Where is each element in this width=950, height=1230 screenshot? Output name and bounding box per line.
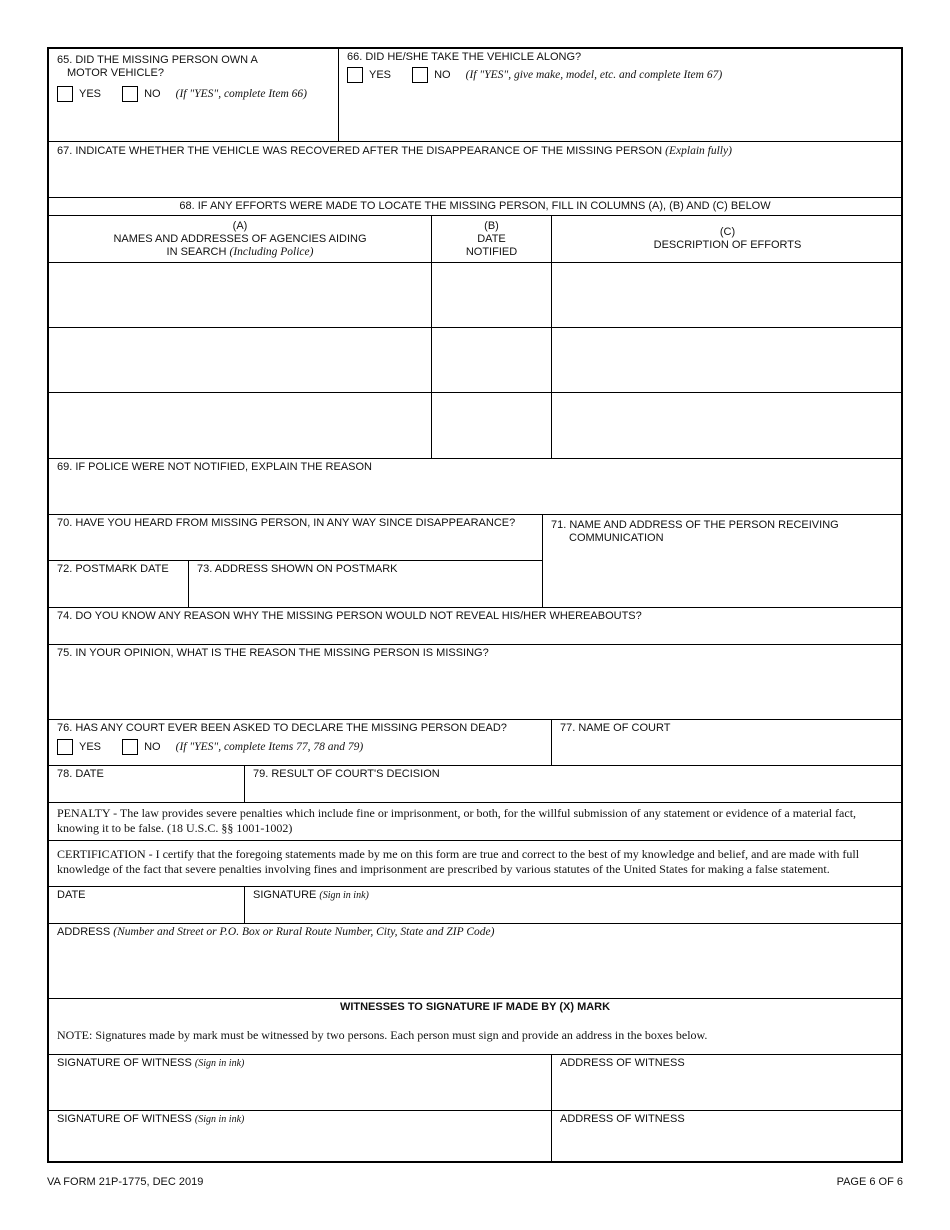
table-row — [49, 263, 901, 328]
q77-label: 77. NAME OF COURT — [560, 722, 671, 734]
item-74[interactable] — [49, 608, 901, 645]
item-73[interactable] — [188, 561, 542, 608]
penalty-notice — [49, 803, 901, 841]
table-row — [49, 328, 901, 393]
address-field[interactable] — [49, 924, 901, 999]
address-label: ADDRESS — [57, 926, 111, 938]
witnesses-title: WITNESSES TO SIGNATURE IF MADE BY (X) MARK — [339, 1001, 611, 1013]
q67-note: (Explain fully) — [665, 145, 732, 157]
date-field[interactable] — [49, 887, 244, 923]
q68-col-c-letter: (C) — [719, 226, 736, 238]
q72-label: 72. POSTMARK DATE — [57, 563, 169, 575]
witnesses-note: NOTE: Signatures made by mark must be witnessed by two persons. Each person must sign and provide an address in the boxes below. — [57, 1028, 708, 1042]
witness-1-addr-label: ADDRESS OF WITNESS — [560, 1057, 685, 1069]
q65-no-label: NO — [144, 88, 161, 100]
item-71[interactable] — [542, 515, 903, 607]
penalty-title: PENALTY - — [57, 806, 118, 820]
q68-col-a-header — [49, 216, 431, 262]
q76-note: (If "YES", complete Items 77, 78 and 79) — [175, 741, 364, 753]
item-69[interactable] — [49, 459, 901, 515]
page-number: PAGE 6 OF 6 — [836, 1176, 903, 1188]
q79-label: 79. RESULT OF COURT'S DECISION — [253, 768, 440, 780]
q68-row3-agencies[interactable] — [49, 393, 431, 458]
witness-1-signature[interactable] — [49, 1055, 551, 1110]
q71-label: 71. NAME AND ADDRESS OF THE PERSON RECEIVING — [551, 519, 839, 531]
item-65 — [49, 49, 338, 141]
q73-label: 73. ADDRESS SHOWN ON POSTMARK — [197, 563, 398, 575]
q68-col-a-line2: IN SEARCH — [166, 245, 227, 258]
q68-header — [49, 216, 901, 263]
q68-col-c-header — [551, 216, 903, 262]
q66-note: (If "YES", give make, model, etc. and complete Item 67) — [465, 69, 723, 81]
q68-col-a-letter: (A) — [232, 219, 248, 232]
row-70-73 — [49, 515, 901, 608]
q76-yes-label: YES — [79, 741, 102, 753]
q68-row1-date[interactable] — [431, 263, 551, 327]
q66-no-label: NO — [434, 69, 451, 81]
signature-field[interactable] — [244, 887, 903, 923]
q68-col-a-line1: NAMES AND ADDRESSES OF AGENCIES AIDING — [113, 232, 367, 245]
item-70[interactable] — [49, 515, 542, 561]
certification-notice — [49, 841, 901, 887]
item-78[interactable] — [49, 766, 244, 802]
row-65-66 — [49, 49, 901, 142]
q68-row3-description[interactable] — [551, 393, 903, 458]
q65-label2: MOTOR VEHICLE? — [67, 67, 164, 79]
q76-yes-checkbox[interactable] — [57, 739, 73, 755]
penalty-text: The law provides severe penalties which include fine or imprisonment, or both, for the willful submission of any statement or evidence of a material fact, knowing it to be false. (18 U.S.C. §§ 1001-1002) — [57, 806, 857, 835]
form-number: VA FORM 21P-1775, DEC 2019 — [47, 1176, 204, 1188]
q68-row1-description[interactable] — [551, 263, 903, 327]
witness-2-address[interactable] — [551, 1111, 903, 1163]
signature-note: (Sign in ink) — [319, 890, 369, 901]
row-date-signature — [49, 887, 901, 924]
item-75[interactable] — [49, 645, 901, 720]
q65-note: (If "YES", complete Item 66) — [175, 88, 307, 100]
q76-no-checkbox[interactable] — [122, 739, 138, 755]
date-label: DATE — [57, 889, 86, 901]
q66-yes-label: YES — [369, 69, 392, 81]
q69-label: 69. IF POLICE WERE NOT NOTIFIED, EXPLAIN THE REASON — [57, 461, 372, 473]
address-note: (Number and Street or P.O. Box or Rural Route Number, City, State and ZIP Code) — [113, 926, 495, 938]
q65-yes-label: YES — [79, 88, 102, 100]
q68-col-b-line2: NOTIFIED — [465, 245, 518, 258]
q71-label2: COMMUNICATION — [569, 532, 664, 544]
q66-no-checkbox[interactable] — [412, 67, 428, 83]
q70-label: 70. HAVE YOU HEARD FROM MISSING PERSON, IN ANY WAY SINCE DISAPPEARANCE? — [57, 517, 516, 529]
q78-label: 78. DATE — [57, 768, 104, 780]
witness-2-addr-label: ADDRESS OF WITNESS — [560, 1113, 685, 1125]
witness-1-sig-note: (Sign in ink) — [194, 1058, 245, 1069]
row-76-77 — [49, 720, 901, 766]
item-72[interactable] — [49, 561, 188, 608]
q68-row3-date[interactable] — [431, 393, 551, 458]
q68-col-b-letter: (B) — [484, 219, 499, 232]
witness-2-sig-label: SIGNATURE OF WITNESS — [57, 1113, 192, 1125]
q68-row1-agencies[interactable] — [49, 263, 431, 327]
witness-row-1 — [49, 1055, 901, 1111]
q65-no-checkbox[interactable] — [122, 86, 138, 102]
witnesses-section — [49, 999, 901, 1055]
q68-col-b-line1: DATE — [477, 232, 506, 245]
q66-label: 66. DID HE/SHE TAKE THE VEHICLE ALONG? — [347, 51, 582, 63]
q65-label: 65. DID THE MISSING PERSON OWN A — [57, 54, 258, 66]
item-76 — [49, 720, 551, 765]
q68-col-b-header — [431, 216, 551, 262]
q68-row2-description[interactable] — [551, 328, 903, 392]
q68-col-c-line1: DESCRIPTION OF EFFORTS — [653, 239, 802, 251]
q68-row2-date[interactable] — [431, 328, 551, 392]
q74-label: 74. DO YOU KNOW ANY REASON WHY THE MISSING PERSON WOULD NOT REVEAL HIS/HER WHEREABOUTS? — [57, 610, 642, 622]
item-79[interactable] — [244, 766, 903, 802]
witness-2-sig-note: (Sign in ink) — [194, 1114, 245, 1125]
witness-2-signature[interactable] — [49, 1111, 551, 1163]
item-66 — [338, 49, 903, 141]
q76-label: 76. HAS ANY COURT EVER BEEN ASKED TO DECLARE THE MISSING PERSON DEAD? — [57, 722, 507, 734]
witness-1-address[interactable] — [551, 1055, 903, 1110]
witness-row-2 — [49, 1111, 901, 1163]
q68-title: 68. IF ANY EFFORTS WERE MADE TO LOCATE THE MISSING PERSON, FILL IN COLUMNS (A), (B) AND (C) BELOW — [49, 198, 901, 216]
q65-yes-checkbox[interactable] — [57, 86, 73, 102]
row-78-79 — [49, 766, 901, 803]
witness-1-sig-label: SIGNATURE OF WITNESS — [57, 1057, 192, 1069]
q76-no-label: NO — [144, 741, 161, 753]
q68-col-a-note: (Including Police) — [229, 245, 314, 258]
certification-text: CERTIFICATION - I certify that the foregoing statements made by me on this form are true and correct to the best of my knowledge and belief, and are made with full knowledge of the fact that severe penalties involving fines and imprisonment are prescribed by various statutes of the United States for making a false statement. — [57, 847, 860, 876]
form-page — [47, 47, 903, 1163]
q67-label: 67. INDICATE WHETHER THE VEHICLE WAS RECOVERED AFTER THE DISAPPEARANCE OF THE MISSING PERSON — [57, 145, 663, 157]
q68-row2-agencies[interactable] — [49, 328, 431, 392]
item-67[interactable] — [49, 142, 901, 198]
signature-label: SIGNATURE — [253, 889, 317, 901]
item-77[interactable] — [551, 720, 903, 765]
q66-yes-checkbox[interactable] — [347, 67, 363, 83]
table-row — [49, 393, 901, 459]
q75-label: 75. IN YOUR OPINION, WHAT IS THE REASON THE MISSING PERSON IS MISSING? — [57, 647, 489, 659]
